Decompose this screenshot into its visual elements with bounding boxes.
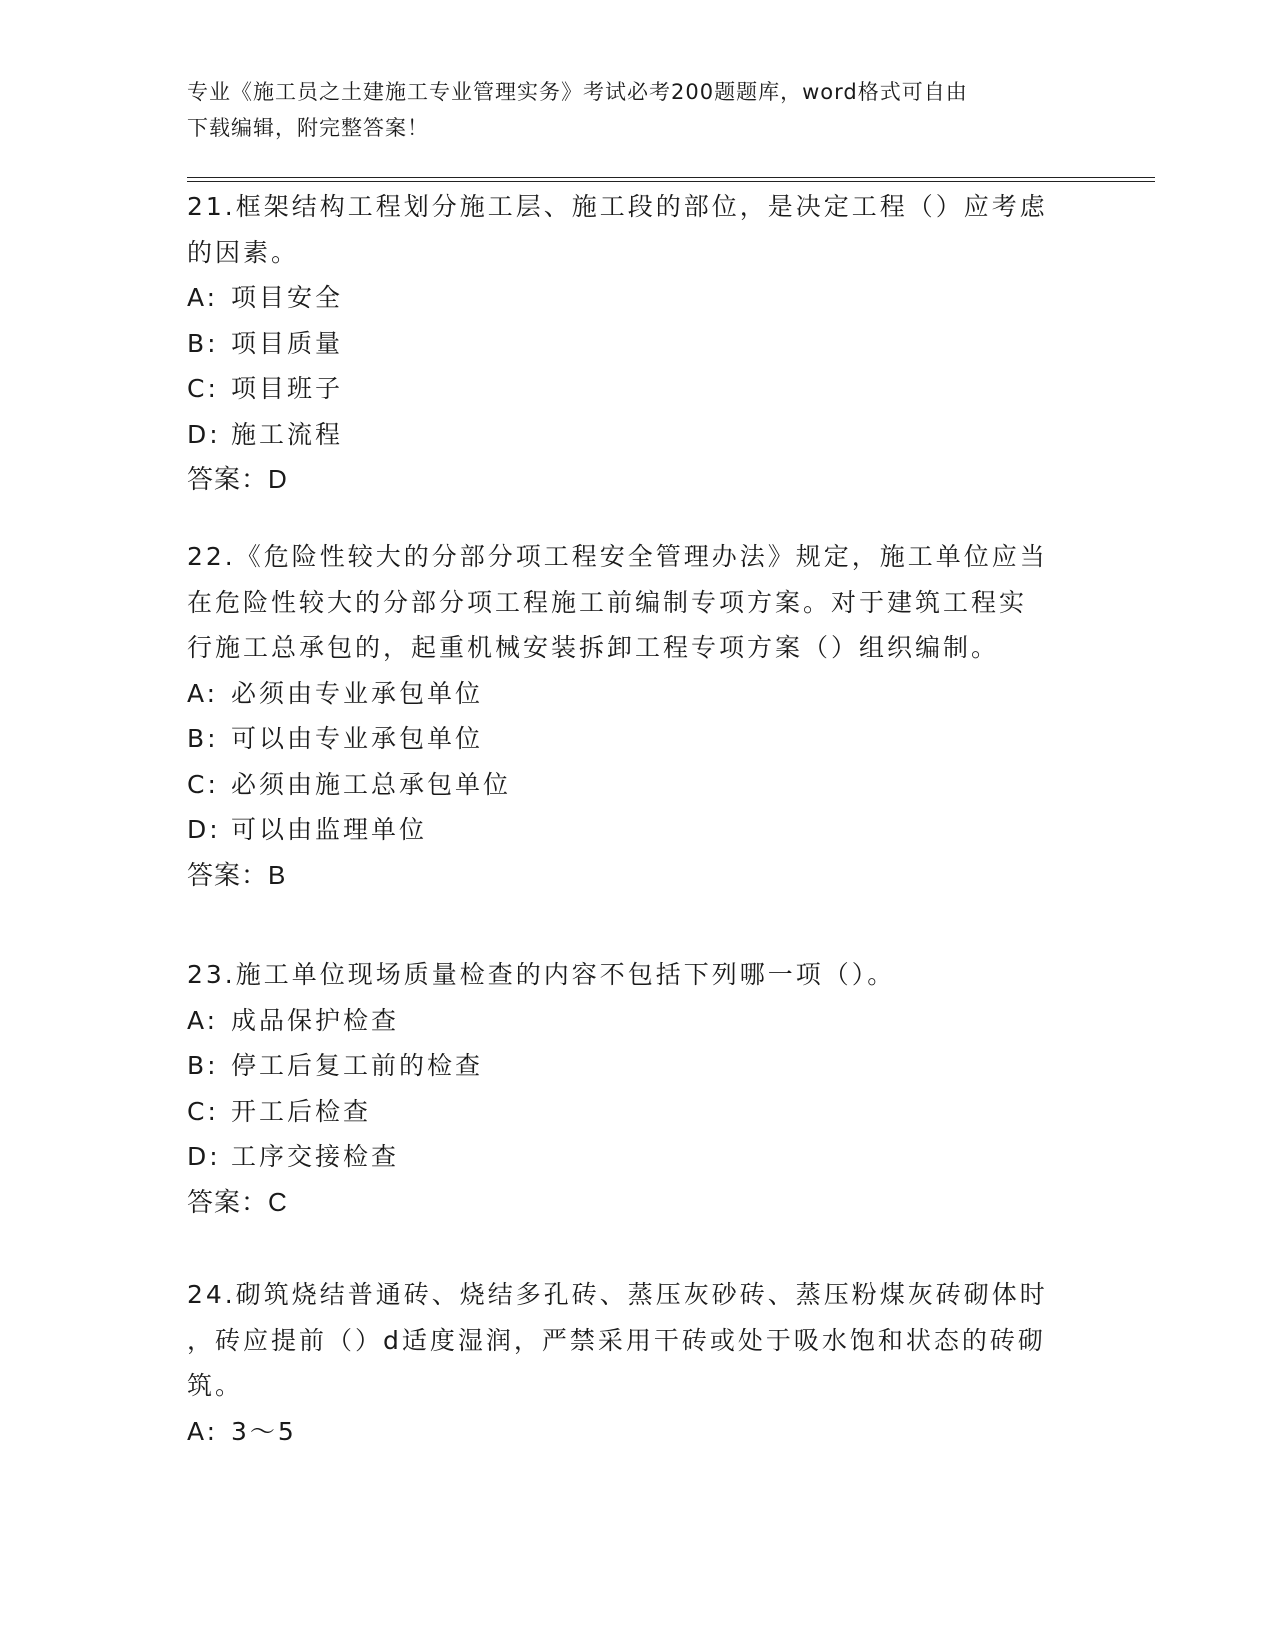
option-letter: A: [187,1005,219,1035]
option-text: 必须由施工总承包单位 [231,769,512,799]
question-stem-line: 筑。 [187,1371,244,1400]
option-letter: C: [187,374,219,403]
question-21 [187,184,1087,503]
header-divider [187,177,1155,182]
option-text: 停工后复工前的检查 [231,1051,484,1080]
option-text: 可以由专业承包单位 [231,724,484,753]
question-22 [187,534,1087,898]
option-letter: B: [187,1051,219,1080]
answer-label: 答案：C [187,1186,288,1217]
question-stem-line: 在危险性较大的分部分项工程施工前编制专项方案。对于建筑工程实 [187,587,1028,617]
question-stem-line: 的因素。 [187,237,300,267]
option-a [187,998,1087,1044]
option-letter: B: [187,724,219,753]
option-c [187,366,1087,412]
option-letter: A: [187,283,219,312]
option-text: 项目质量 [231,328,344,358]
header-line-1: 专业《施工员之土建施工专业管理实务》考试必考200题题库，word格式可自由 [187,80,968,104]
option-a [187,275,1087,321]
question-23 [187,952,1087,1225]
question-24 [187,1272,1087,1454]
option-text: 成品保护检查 [231,1005,400,1035]
option-text: 必须由专业承包单位 [231,678,484,708]
option-text: 施工流程 [231,419,344,449]
option-c [187,762,1087,808]
option-text: 项目班子 [231,374,344,403]
option-a [187,671,1087,717]
option-text: 工序交接检查 [231,1142,400,1171]
option-b [187,321,1087,367]
option-letter: C: [187,769,219,799]
option-d [187,412,1087,458]
question-stem-line: 22.《危险性较大的分部分项工程安全管理办法》规定，施工单位应当 [187,542,1048,571]
option-text: 项目安全 [231,283,344,312]
option-b [187,716,1087,762]
option-text: 开工后检查 [231,1096,372,1126]
answer-label: 答案：B [187,859,287,890]
option-letter: D: [187,1142,221,1171]
question-stem-line: 行施工总承包的，起重机械安装拆卸工程专项方案（）组织编制。 [187,633,1000,662]
option-letter: C: [187,1096,219,1126]
option-text: 可以由监理单位 [231,815,428,844]
question-stem-line: 23.施工单位现场质量检查的内容不包括下列哪一项（）。 [187,960,896,989]
question-stem-line: 21.框架结构工程划分施工层、施工段的部位，是决定工程（）应考虑 [187,192,1048,221]
option-b [187,1043,1087,1089]
header-line-2: 下载编辑，附完整答案！ [187,116,429,140]
option-d [187,1134,1087,1180]
option-letter: A: [187,678,219,708]
option-text: 3～5 [231,1416,297,1446]
answer-label: 答案：D [187,464,288,494]
option-d [187,807,1087,853]
document-header [187,74,1087,146]
option-letter: B: [187,328,219,358]
question-stem-line: ，砖应提前（）d适度湿润，严禁采用干砖或处于吸水饱和状态的砖砌 [187,1325,1046,1355]
question-stem-line: 24.砌筑烧结普通砖、烧结多孔砖、蒸压灰砂砖、蒸压粉煤灰砖砌体时 [187,1280,1048,1309]
option-letter: A: [187,1416,219,1446]
option-a [187,1409,1087,1455]
option-letter: D: [187,815,221,844]
option-c [187,1089,1087,1135]
option-letter: D: [187,419,221,449]
